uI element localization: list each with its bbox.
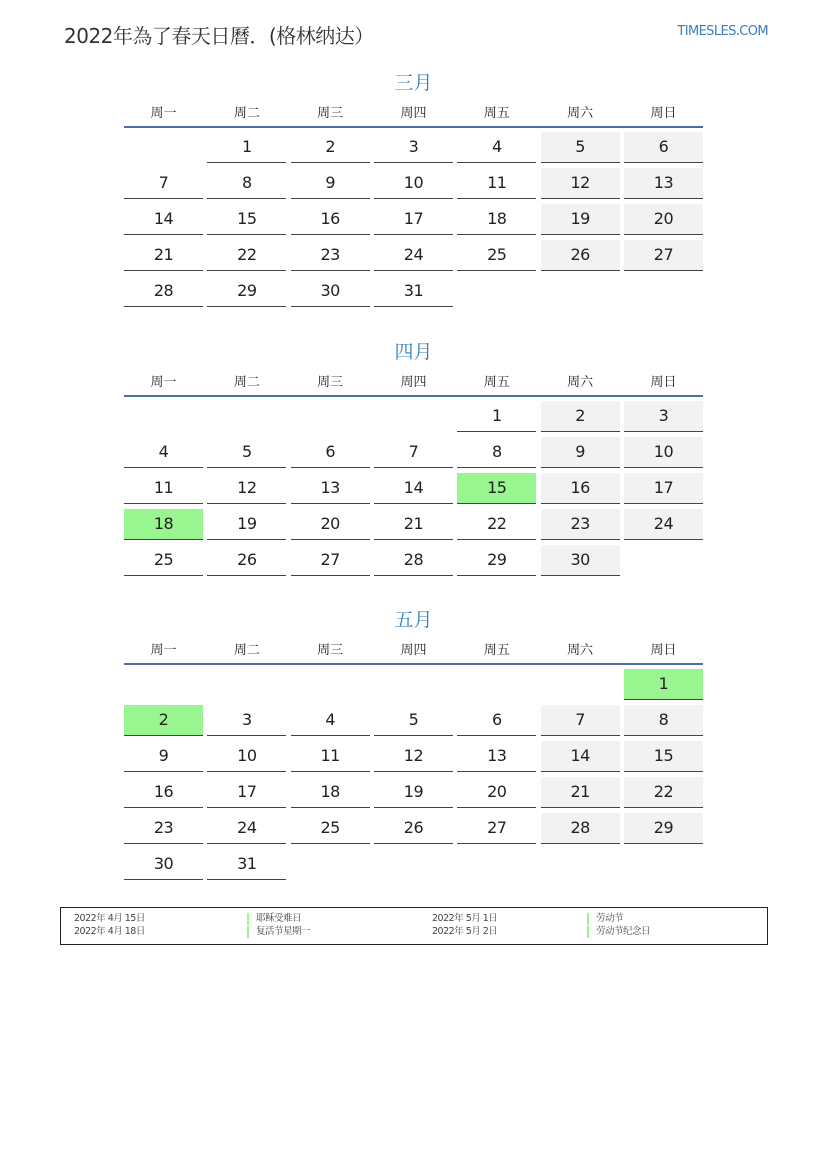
- day-cell: 13: [457, 741, 536, 772]
- day-cell: 18: [457, 204, 536, 235]
- weekday-sat: 周六: [567, 643, 594, 658]
- day-cell: 1: [457, 401, 536, 432]
- day-cell: 23: [291, 240, 370, 271]
- weekday-sun: 周日: [650, 375, 677, 390]
- day-cell: 23: [541, 509, 620, 540]
- day-cell: 7: [374, 437, 453, 468]
- weekday-wed: 周三: [317, 375, 344, 390]
- day-cell: 11: [124, 473, 203, 504]
- day-cell: 18: [291, 777, 370, 808]
- weekday-mon: 周一: [150, 375, 177, 390]
- day-cell: 20: [291, 509, 370, 540]
- day-cell: 15: [207, 204, 286, 235]
- legend-holiday-name: 劳动节纪念日: [587, 926, 650, 938]
- day-cell: 27: [624, 240, 703, 271]
- day-cell: 6: [457, 705, 536, 736]
- weekday-wed: 周三: [317, 106, 344, 121]
- day-cell: 22: [457, 509, 536, 540]
- month-april: [124, 337, 703, 581]
- weekday-header: [124, 371, 703, 397]
- weekday-tue: 周二: [233, 375, 260, 390]
- day-cell: 8: [624, 705, 703, 736]
- day-cell: 12: [541, 168, 620, 199]
- day-cell: 27: [457, 813, 536, 844]
- month-title: 三月: [394, 72, 433, 94]
- holiday-day-cell: 1: [624, 669, 703, 700]
- days-grid: [124, 401, 703, 581]
- holiday-day-cell: 2: [124, 705, 203, 736]
- site-link[interactable]: TIMESLES.COM: [677, 24, 768, 39]
- day-cell: 12: [207, 473, 286, 504]
- empty-cell: [207, 401, 286, 431]
- day-cell: 13: [624, 168, 703, 199]
- weekday-tue: 周二: [233, 643, 260, 658]
- empty-cell: [124, 132, 203, 162]
- day-cell: 10: [374, 168, 453, 199]
- day-cell: 14: [124, 204, 203, 235]
- day-cell: 17: [207, 777, 286, 808]
- day-cell: 25: [457, 240, 536, 271]
- empty-cell: [291, 669, 370, 699]
- weekday-sat: 周六: [567, 106, 594, 121]
- day-cell: 16: [124, 777, 203, 808]
- day-cell: 23: [124, 813, 203, 844]
- day-cell: 26: [541, 240, 620, 271]
- day-cell: 7: [124, 168, 203, 199]
- day-cell: 5: [541, 132, 620, 163]
- day-cell: 22: [624, 777, 703, 808]
- page-title: 2022年為了春天日曆．(格林纳达）: [64, 24, 374, 48]
- day-cell: 31: [207, 849, 286, 880]
- day-cell: 11: [291, 741, 370, 772]
- day-cell: 20: [624, 204, 703, 235]
- day-cell: 20: [457, 777, 536, 808]
- holiday-day-cell: 15: [457, 473, 536, 504]
- empty-cell: [457, 669, 536, 699]
- weekday-sun: 周日: [650, 106, 677, 121]
- weekday-sun: 周日: [650, 643, 677, 658]
- day-cell: 24: [624, 509, 703, 540]
- day-cell: 31: [374, 276, 453, 307]
- day-cell: 25: [291, 813, 370, 844]
- day-cell: 16: [291, 204, 370, 235]
- day-cell: 26: [207, 545, 286, 576]
- day-cell: 8: [457, 437, 536, 468]
- day-cell: 28: [374, 545, 453, 576]
- empty-cell: [124, 401, 203, 431]
- day-cell: 24: [374, 240, 453, 271]
- days-grid: [124, 669, 703, 885]
- empty-cell: [374, 669, 453, 699]
- weekday-fri: 周五: [483, 106, 510, 121]
- weekday-wed: 周三: [317, 643, 344, 658]
- empty-cell: [207, 669, 286, 699]
- weekday-thu: 周四: [400, 643, 427, 658]
- day-cell: 9: [291, 168, 370, 199]
- day-cell: 29: [624, 813, 703, 844]
- day-cell: 19: [374, 777, 453, 808]
- day-cell: 24: [207, 813, 286, 844]
- legend-holiday-name: 复活节星期一: [247, 926, 310, 938]
- day-cell: 3: [374, 132, 453, 163]
- day-cell: 11: [457, 168, 536, 199]
- holiday-day-cell: 18: [124, 509, 203, 540]
- month-title: 四月: [394, 341, 433, 363]
- weekday-thu: 周四: [400, 375, 427, 390]
- legend-holiday-name: 劳动节: [587, 913, 623, 925]
- day-cell: 2: [291, 132, 370, 163]
- day-cell: 17: [624, 473, 703, 504]
- day-cell: 10: [207, 741, 286, 772]
- empty-cell: [541, 669, 620, 699]
- day-cell: 22: [207, 240, 286, 271]
- day-cell: 21: [124, 240, 203, 271]
- day-cell: 19: [541, 204, 620, 235]
- holiday-legend: [60, 907, 768, 945]
- day-cell: 16: [541, 473, 620, 504]
- weekday-fri: 周五: [483, 375, 510, 390]
- month-title: 五月: [394, 609, 433, 631]
- day-cell: 2: [541, 401, 620, 432]
- day-cell: 29: [207, 276, 286, 307]
- day-cell: 7: [541, 705, 620, 736]
- day-cell: 3: [207, 705, 286, 736]
- legend-date: 2022年 4月 18日: [74, 926, 145, 937]
- empty-cell: [291, 401, 370, 431]
- day-cell: 14: [541, 741, 620, 772]
- legend-date: 2022年 5月 1日: [432, 913, 498, 924]
- day-cell: 28: [541, 813, 620, 844]
- day-cell: 3: [624, 401, 703, 432]
- day-cell: 5: [374, 705, 453, 736]
- day-cell: 1: [207, 132, 286, 163]
- weekday-thu: 周四: [400, 106, 427, 121]
- weekday-header: [124, 639, 703, 665]
- day-cell: 8: [207, 168, 286, 199]
- day-cell: 29: [457, 545, 536, 576]
- day-cell: 30: [124, 849, 203, 880]
- day-cell: 4: [457, 132, 536, 163]
- weekday-sat: 周六: [567, 375, 594, 390]
- day-cell: 4: [124, 437, 203, 468]
- day-cell: 27: [291, 545, 370, 576]
- day-cell: 25: [124, 545, 203, 576]
- empty-cell: [374, 401, 453, 431]
- day-cell: 13: [291, 473, 370, 504]
- day-cell: 6: [291, 437, 370, 468]
- day-cell: 30: [291, 276, 370, 307]
- weekday-tue: 周二: [233, 106, 260, 121]
- day-cell: 28: [124, 276, 203, 307]
- day-cell: 21: [541, 777, 620, 808]
- day-cell: 19: [207, 509, 286, 540]
- day-cell: 26: [374, 813, 453, 844]
- weekday-mon: 周一: [150, 643, 177, 658]
- weekday-fri: 周五: [483, 643, 510, 658]
- legend-date: 2022年 5月 2日: [432, 926, 498, 937]
- day-cell: 4: [291, 705, 370, 736]
- days-grid: [124, 132, 703, 312]
- day-cell: 15: [624, 741, 703, 772]
- legend-date: 2022年 4月 15日: [74, 913, 145, 924]
- legend-holiday-name: 耶稣受难日: [247, 913, 301, 925]
- day-cell: 12: [374, 741, 453, 772]
- day-cell: 10: [624, 437, 703, 468]
- weekday-header: [124, 102, 703, 128]
- day-cell: 30: [541, 545, 620, 576]
- day-cell: 21: [374, 509, 453, 540]
- empty-cell: [124, 669, 203, 699]
- day-cell: 17: [374, 204, 453, 235]
- day-cell: 5: [207, 437, 286, 468]
- month-march: [124, 68, 703, 312]
- weekday-mon: 周一: [150, 106, 177, 121]
- day-cell: 9: [541, 437, 620, 468]
- day-cell: 9: [124, 741, 203, 772]
- day-cell: 14: [374, 473, 453, 504]
- month-may: [124, 605, 703, 885]
- day-cell: 6: [624, 132, 703, 163]
